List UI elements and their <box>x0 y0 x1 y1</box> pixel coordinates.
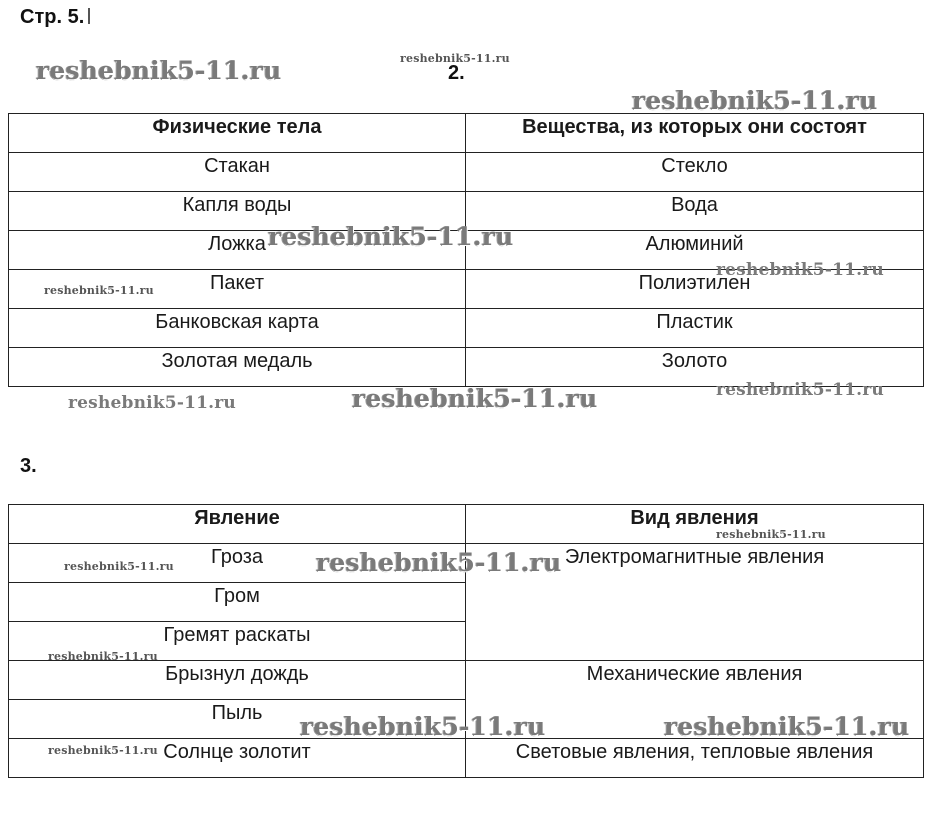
table-header-row <box>9 505 924 544</box>
table-header-row <box>9 114 924 153</box>
table-row <box>9 309 924 348</box>
substance-cell: Пластик <box>466 309 924 348</box>
substance-cell: Вода <box>466 192 924 231</box>
watermark: reshebnik5-11.ru <box>632 86 878 115</box>
phenomenon-cell: Гремят раскаты <box>9 622 466 661</box>
phenomenon-cell: Солнце золотит <box>9 739 466 778</box>
table-row <box>9 739 924 778</box>
substance-cell: Алюминий <box>466 231 924 270</box>
substance-cell: Стекло <box>466 153 924 192</box>
task-2-table <box>8 113 924 387</box>
watermark: reshebnik5-11.ru <box>268 222 514 251</box>
watermark: reshebnik5-11.ru <box>64 560 174 573</box>
text-cursor-mark <box>88 8 90 24</box>
table-row <box>9 270 924 309</box>
table-row <box>9 544 924 583</box>
type-cell: Механические явления <box>466 661 924 739</box>
watermark: reshebnik5-11.ru <box>716 380 884 400</box>
phenomenon-cell: Брызнул дождь <box>9 661 466 700</box>
table-row <box>9 192 924 231</box>
watermark: reshebnik5-11.ru <box>48 744 158 757</box>
header-phenomenon: Явление <box>9 505 466 544</box>
phenomenon-cell: Пыль <box>9 700 466 739</box>
watermark: reshebnik5-11.ru <box>36 56 282 85</box>
watermark: reshebnik5-11.ru <box>400 52 510 65</box>
page-label-text: Стр. 5. <box>20 6 85 28</box>
table-row <box>9 661 924 700</box>
task-3-number: 3. <box>20 455 37 477</box>
page-label <box>20 6 90 29</box>
task-2-number: 2. <box>448 62 465 84</box>
type-cell: Электромагнитные явления <box>466 544 924 661</box>
watermark: reshebnik5-11.ru <box>716 260 884 280</box>
substance-cell: Полиэтилен <box>466 270 924 309</box>
body-cell: Капля воды <box>9 192 466 231</box>
watermark: reshebnik5-11.ru <box>716 528 826 541</box>
watermark: reshebnik5-11.ru <box>44 284 154 297</box>
header-physical-bodies: Физические тела <box>9 114 466 153</box>
body-cell: Золотая медаль <box>9 348 466 387</box>
watermark: reshebnik5-11.ru <box>68 393 236 413</box>
body-cell: Ложка <box>9 231 466 270</box>
body-cell: Банковская карта <box>9 309 466 348</box>
table-row <box>9 348 924 387</box>
body-cell: Стакан <box>9 153 466 192</box>
type-cell: Световые явления, тепловые явления <box>466 739 924 778</box>
watermark: reshebnik5-11.ru <box>352 384 598 413</box>
watermark: reshebnik5-11.ru <box>664 712 910 741</box>
watermark: reshebnik5-11.ru <box>48 650 158 663</box>
phenomenon-cell: Гроза <box>9 544 466 583</box>
watermark: reshebnik5-11.ru <box>316 548 562 577</box>
task-3-table <box>8 504 924 778</box>
header-phenomenon-type: Вид явления <box>466 505 924 544</box>
substance-cell: Золото <box>466 348 924 387</box>
phenomenon-cell: Гром <box>9 583 466 622</box>
body-cell: Пакет <box>9 270 466 309</box>
header-substances: Вещества, из которых они состоят <box>466 114 924 153</box>
watermark: reshebnik5-11.ru <box>300 712 546 741</box>
table-row <box>9 153 924 192</box>
table-row <box>9 231 924 270</box>
